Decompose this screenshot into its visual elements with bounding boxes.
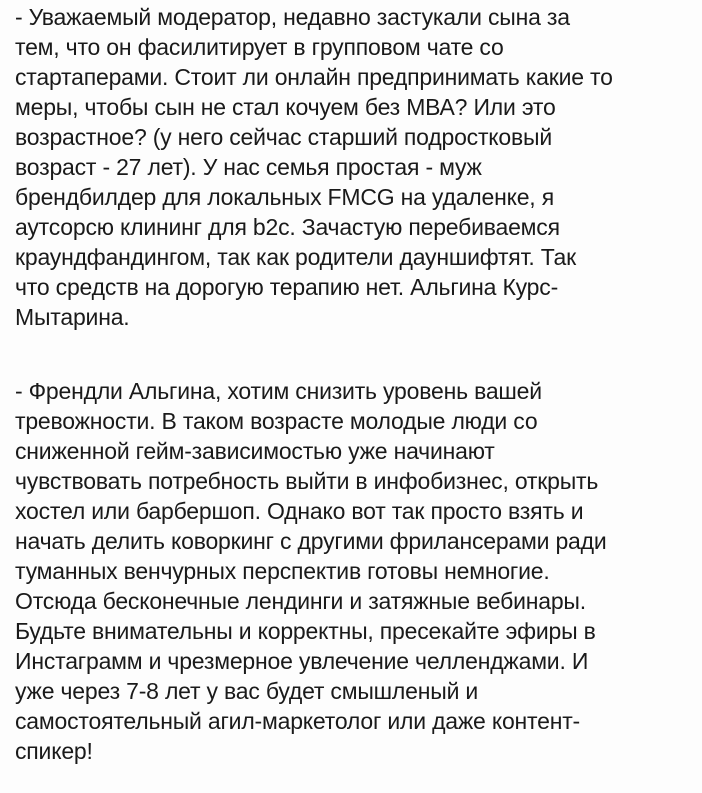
text-line: тревожности. В таком возрасте молодые люди со	[15, 408, 538, 434]
text-line: аутсорсю клининг для b2c. Зачастую перебиваемся	[15, 214, 560, 240]
text-line: туманных венчурных перспектив готовы немногие.	[15, 558, 550, 584]
text-line: Будьте внимательны и корректны, пресекайте эфиры в	[15, 618, 596, 644]
text-line: брендбилдер для локальных FMCG на удаленке, я	[15, 184, 554, 210]
text-line: сниженной гейм-зависимостью уже начинают	[15, 438, 495, 464]
text-line: возрастное? (у него сейчас старший подростковый	[15, 124, 553, 150]
text-line: хостел или барбершоп. Однако вот так просто взять и	[15, 498, 584, 524]
text-line: возраст - 27 лет). У нас семья простая - муж	[15, 154, 482, 180]
text-line: уже через 7-8 лет у вас будет смышленый и	[15, 678, 479, 704]
text-line: Мытарина.	[15, 304, 130, 330]
text-line: Инстаграмм и чрезмерное увлечение челленджами. И	[15, 648, 589, 674]
text-line: самостоятельный агил-маркетолог или даже контент-	[15, 708, 581, 734]
question-paragraph	[15, 2, 613, 332]
text-line: - Уважаемый модератор, недавно застукали сына за	[15, 4, 570, 30]
text-line: краундфандингом, так как родители дауншифтят. Так	[15, 244, 576, 270]
text-line: меры, чтобы сын не стал кочуем без МВА? Или это	[15, 94, 556, 120]
text-line: спикер!	[15, 738, 93, 764]
text-line: стартаперами. Стоит ли онлайн предпринимать какие то	[15, 64, 613, 90]
text-line: тем, что он фасилитирует в групповом чате со	[15, 34, 504, 60]
text-line: чувствовать потребность выйти в инфобизнес, открыть	[15, 468, 599, 494]
text-line: Отсюда бесконечные лендинги и затяжные вебинары.	[15, 588, 586, 614]
answer-paragraph	[15, 376, 607, 766]
text-line: - Френдли Альгина, хотим снизить уровень вашей	[15, 378, 542, 404]
text-line: что средств на дорогую терапию нет. Альгина Курс-	[15, 274, 559, 300]
text-line: начать делить коворкинг с другими фрилансерами ради	[15, 528, 607, 554]
